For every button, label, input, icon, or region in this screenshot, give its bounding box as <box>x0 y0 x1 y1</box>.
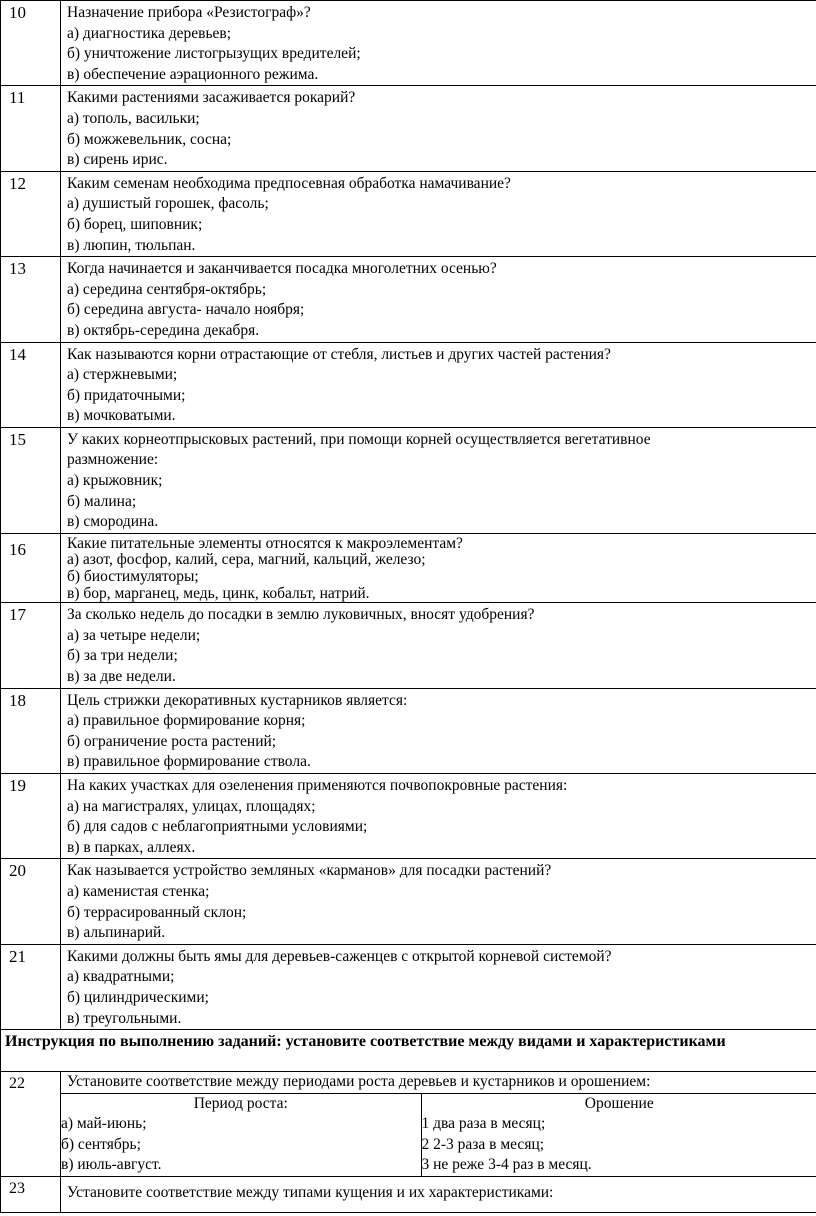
option-b: б) для садов с неблагоприятными условиями; <box>67 818 368 836</box>
option-b: б) ограничение роста растений; <box>67 732 277 750</box>
question-number: 11 <box>1 86 61 171</box>
question-text: Установите соответствие между периодами роста деревьев и кустарников и орошением: <box>67 1073 651 1091</box>
question-body <box>61 257 816 342</box>
instruction-row <box>1 1030 816 1072</box>
question-row <box>1 257 816 342</box>
option-b: б) биостимуляторы; <box>67 568 199 586</box>
option-a: а) крыжовник; <box>67 472 163 490</box>
question-text: На каких участках для озеленения применяются почвопокровные растения: <box>67 776 568 794</box>
question-text: Какими должны быть ямы для деревьев-саженцев с открытой корневой системой? <box>67 947 612 965</box>
question-text-continued: размножение: <box>67 451 159 469</box>
question-body <box>61 1 816 86</box>
left-column-header: Период роста: <box>193 1094 288 1112</box>
option-c: в) смородина. <box>67 513 159 531</box>
option-a: а) диагностика деревьев; <box>67 24 232 42</box>
question-number: 21 <box>1 944 61 1029</box>
question-text: Цель стрижки декоративных кустарников является: <box>67 691 408 709</box>
question-row <box>1 171 816 256</box>
question-number: 18 <box>1 688 61 773</box>
option-a: а) стержневыми; <box>67 366 178 384</box>
option-b: б) придаточными; <box>67 386 186 404</box>
option-a: а) за четыре недели; <box>67 626 201 644</box>
question-number: 12 <box>1 171 61 256</box>
question-row <box>1 427 816 533</box>
option-b: б) малина; <box>67 492 137 510</box>
question-row <box>1 773 816 858</box>
matching-left-column <box>61 1093 421 1176</box>
question-text: Каким семенам необходима предпосевная обработка намачивание? <box>67 174 511 192</box>
question-number: 17 <box>1 603 61 688</box>
question-row <box>1 342 816 427</box>
right-item: 1 два раза в месяц; <box>421 1115 546 1133</box>
question-row <box>1 688 816 773</box>
question-body <box>61 86 816 171</box>
right-column-header: Орошение <box>584 1094 654 1112</box>
question-body <box>61 171 816 256</box>
question-row <box>1 86 816 171</box>
question-body <box>61 1177 816 1213</box>
question-row <box>1 1072 816 1177</box>
question-number: 13 <box>1 257 61 342</box>
question-body <box>61 427 816 533</box>
question-number: 15 <box>1 427 61 533</box>
question-text: Как называется устройство земляных «карманов» для посадки растений? <box>67 862 552 880</box>
option-c: в) люпин, тюльпан. <box>67 236 196 254</box>
option-c: в) альпинарий. <box>67 924 166 942</box>
matching-table <box>61 1093 816 1176</box>
option-b: б) уничтожение листогрызущих вредителей; <box>67 45 361 63</box>
right-item: 3 не реже 3-4 раз в месяц. <box>421 1156 592 1174</box>
question-number: 14 <box>1 342 61 427</box>
option-a: а) середина сентября-октябрь; <box>67 280 267 298</box>
option-b: б) борец, шиповник; <box>67 215 203 233</box>
question-body <box>61 773 816 858</box>
option-a: а) на магистралях, улицах, площадях; <box>67 797 316 815</box>
option-b: б) цилиндрическими; <box>67 988 209 1006</box>
option-a: а) правильное формирование корня; <box>67 712 306 730</box>
question-row <box>1 603 816 688</box>
question-number: 10 <box>1 1 61 86</box>
question-body <box>61 342 816 427</box>
question-text: Назначение прибора «Резистограф»? <box>67 4 311 21</box>
option-c: в) за две недели. <box>67 668 176 685</box>
question-number: 22 <box>1 1072 61 1177</box>
question-body <box>61 533 816 602</box>
question-text: За сколько недель до посадки в землю луковичных, вносят удобрения? <box>67 606 535 624</box>
question-text: Какие питательные элементы относятся к макроэлементам? <box>67 534 463 552</box>
left-item: в) июль-август. <box>61 1156 162 1174</box>
question-text: Когда начинается и заканчивается посадка многолетних осенью? <box>67 260 497 278</box>
question-number: 16 <box>1 533 61 602</box>
option-c: в) правильное формирование ствола. <box>67 753 311 771</box>
right-item: 2 2-3 раза в месяц; <box>421 1135 545 1153</box>
option-c: в) в парках, аллеях. <box>67 838 196 856</box>
option-a: а) тополь, васильки; <box>67 109 200 127</box>
option-a: а) душистый горошек, фасоль; <box>67 195 269 213</box>
question-text: У каких корнеотпрысковых растений, при помощи корней осуществляется вегетативное <box>67 430 651 448</box>
question-body <box>61 859 816 944</box>
left-item: а) май-июнь; <box>61 1115 147 1133</box>
option-c: в) сирень ирис. <box>67 151 168 169</box>
option-b: б) середина августа- начало ноября; <box>67 301 305 319</box>
question-text: Какими растениями засаживается рокарий? <box>67 89 356 107</box>
question-number: 20 <box>1 859 61 944</box>
question-row <box>1 533 816 602</box>
question-number: 19 <box>1 773 61 858</box>
matching-right-column <box>421 1093 816 1176</box>
option-c: в) мочковатыми. <box>67 407 176 425</box>
question-number: 23 <box>1 1177 61 1213</box>
option-c: в) обеспечение аэрационного режима. <box>67 65 319 83</box>
option-c: в) треугольными. <box>67 1009 182 1027</box>
question-row <box>1 944 816 1029</box>
question-row <box>1 1177 816 1213</box>
question-body <box>61 1072 816 1177</box>
option-c: в) октябрь-середина декабря. <box>67 321 260 339</box>
question-row <box>1 1 816 86</box>
question-text: Как называются корни отрастающие от стебля, листьев и других частей растения? <box>67 345 611 363</box>
option-c: в) бор, марганец, медь, цинк, кобальт, натрий. <box>67 584 370 602</box>
option-a: а) квадратными; <box>67 968 175 986</box>
option-b: б) за три недели; <box>67 647 178 665</box>
question-body <box>61 603 816 688</box>
option-b: б) террасированный склон; <box>67 903 247 921</box>
question-body <box>61 688 816 773</box>
option-a: а) каменистая стенка; <box>67 882 210 900</box>
left-item: б) сентябрь; <box>61 1135 141 1153</box>
instruction-text: Инструкция по выполнению заданий: установите соответствие между видами и характеристиками <box>1 1030 816 1072</box>
question-row <box>1 859 816 944</box>
question-text: Установите соответствие между типами кущения и их характеристиками: <box>67 1184 554 1202</box>
question-body <box>61 944 816 1029</box>
option-b: б) можжевельник, сосна; <box>67 130 232 148</box>
option-a: а) азот, фосфор, калий, сера, магний, кальций, железо; <box>67 551 426 569</box>
